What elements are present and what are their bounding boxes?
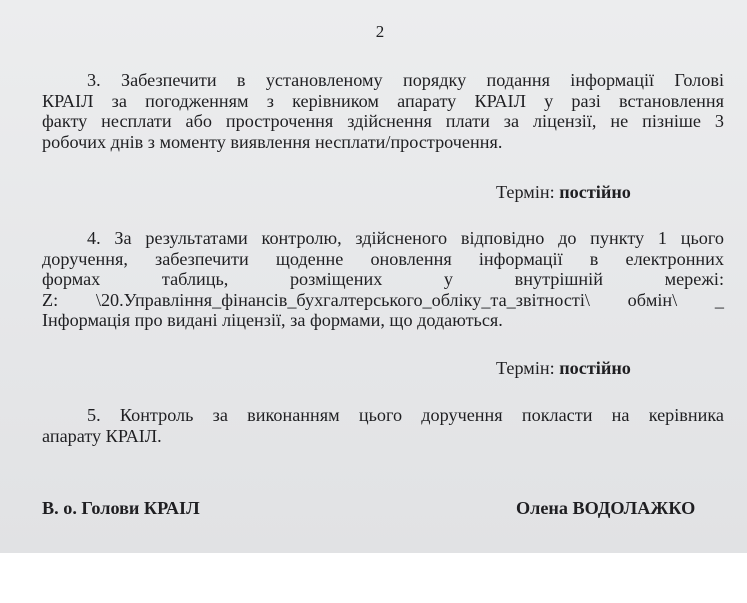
paragraph-line: робочих днів з моменту виявлення несплати/прострочення. <box>42 131 503 152</box>
signatory-name: Олена ВОДОЛАЖКО <box>516 498 696 518</box>
paragraph-line: 3. Забезпечити в установленому порядку подання інформації Голові <box>87 70 724 90</box>
deadline-value: постійно <box>559 358 631 378</box>
paragraph-line: факту несплати або прострочення здійснення плати за ліцензії, не пізніше 3 <box>42 111 724 131</box>
paragraph-item-4 <box>42 228 724 331</box>
deadline-item-4 <box>496 358 631 379</box>
paragraph-line: апарату КРАІЛ. <box>42 425 162 446</box>
signatory-position: В. о. Голови КРАІЛ <box>42 498 200 518</box>
paragraph-line: формах таблиць, розміщених у внутрішній мережі: <box>42 269 724 289</box>
deadline-label: Термін: <box>496 358 555 378</box>
paragraph-line: КРАІЛ за погодженням з керівником апарату КРАІЛ у разі встановлення <box>42 90 724 111</box>
paragraph-item-3 <box>42 70 724 152</box>
paragraph-line: доручення, забезпечити щоденне оновлення інформації в електронних <box>42 248 724 269</box>
deadline-label: Термін: <box>496 182 555 202</box>
paragraph-line: Z: \20.Управління_фінансів_бухгалтерського_обліку_та_звітності\ обмін\ _ <box>42 289 724 310</box>
deadline-item-3 <box>496 182 631 203</box>
paragraph-line: Інформація про видані ліцензії, за формами, що додаються. <box>42 310 503 330</box>
page-number: 2 <box>375 22 385 41</box>
paragraph-item-5 <box>42 405 724 446</box>
deadline-value: постійно <box>559 182 631 202</box>
paragraph-line: 4. За результатами контролю, здійсненого відповідно до пункту 1 цього <box>87 228 724 248</box>
paragraph-line: 5. Контроль за виконанням цього доручення покласти на керівника <box>87 405 724 425</box>
